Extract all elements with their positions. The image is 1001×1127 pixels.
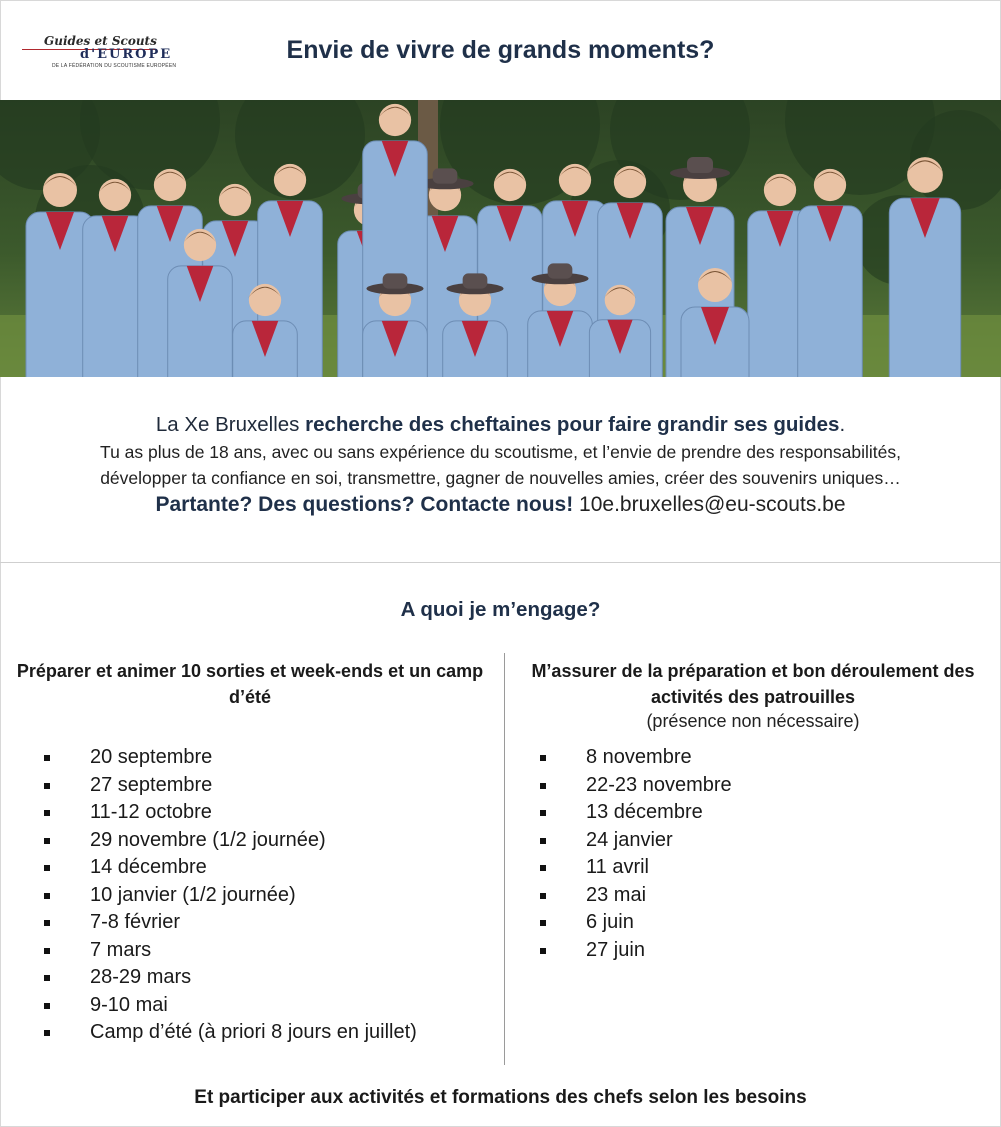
- date-text: 9-10 mai: [90, 993, 168, 1016]
- scout-figure: [363, 273, 428, 377]
- page-title: Envie de vivre de grands moments?: [286, 36, 715, 64]
- recruit-description-line2: développer ta confiance en soi, transmettre, gagner de nouvelles amies, créer des souvenirs uniques…: [100, 468, 901, 488]
- bullet-icon: [44, 865, 50, 871]
- date-text: 28-29 mars: [90, 966, 192, 988]
- group-photo: [0, 100, 1001, 377]
- bullet-icon: [44, 1030, 50, 1036]
- hat-crown: [463, 273, 488, 288]
- date-text: 11 avril: [586, 856, 649, 878]
- hat-crown: [383, 273, 408, 288]
- face: [614, 166, 646, 198]
- bullet-icon: [44, 975, 50, 981]
- date-text: 29 novembre (1/2 journée): [90, 828, 326, 851]
- face: [698, 268, 732, 302]
- date-item: [44, 992, 484, 1020]
- date-item: [540, 772, 960, 800]
- date-item: [44, 744, 484, 772]
- bullet-icon: [44, 948, 50, 954]
- recruit-headline: La Xe Bruxelles recherche des cheftaines pour faire grandir ses guides.: [155, 413, 846, 436]
- date-item: [44, 882, 484, 910]
- face: [219, 184, 251, 216]
- bullet-icon: [44, 893, 50, 899]
- date-item: [540, 882, 960, 910]
- contact-callout: Partante? Des questions? Contacte nous!: [155, 493, 574, 516]
- date-item: [540, 799, 960, 827]
- date-item: [44, 964, 484, 992]
- header: [0, 0, 1001, 100]
- scout-figure: [443, 273, 508, 377]
- logo-line3: DE LA FÉDÉRATION DU SCOUTISME EUROPÉEN: [52, 63, 177, 69]
- logo-line1: Guides et Scouts: [44, 34, 157, 48]
- face: [605, 285, 636, 316]
- hat-crown: [687, 157, 713, 173]
- recruit-headline-bold: recherche des cheftaines pour faire grandir ses guides: [305, 413, 840, 436]
- date-text: 24 janvier: [586, 828, 673, 851]
- logo-line2: d'EUROPE: [80, 47, 173, 62]
- bullet-icon: [540, 810, 546, 816]
- face: [184, 229, 216, 261]
- recruit-contact: [0, 493, 1001, 517]
- face: [379, 104, 411, 136]
- face: [43, 173, 77, 207]
- date-text: Camp d’été (à priori 8 jours en juillet): [90, 1021, 417, 1043]
- date-text: 20 septembre: [90, 746, 213, 768]
- face: [99, 179, 131, 211]
- date-item: [44, 937, 484, 965]
- date-item: [540, 744, 960, 772]
- left-column-title: Préparer et animer 10 sorties et week-ends et un camp d’été: [16, 661, 484, 707]
- right-column-note: (présence non nécessaire): [646, 711, 860, 731]
- date-item: [44, 772, 484, 800]
- face: [907, 157, 943, 193]
- bullet-icon: [44, 920, 50, 926]
- date-text: 10 janvier (1/2 journée): [90, 883, 296, 906]
- date-text: 14 décembre: [90, 856, 207, 878]
- bullet-icon: [44, 1003, 50, 1009]
- hat-crown: [433, 168, 458, 183]
- face: [764, 174, 796, 206]
- date-text: 6 juin: [586, 911, 634, 933]
- date-text: 7 mars: [90, 938, 152, 961]
- date-item: [44, 1019, 484, 1047]
- bullet-icon: [44, 783, 50, 789]
- scout-figure: [528, 263, 593, 377]
- bullet-icon: [540, 920, 546, 926]
- date-text: 27 septembre: [90, 773, 213, 796]
- face: [154, 169, 186, 201]
- face: [249, 284, 281, 316]
- date-item: [540, 909, 960, 937]
- bullet-icon: [540, 755, 546, 761]
- date-item: [540, 854, 960, 882]
- date-text: 23 mai: [586, 883, 647, 906]
- left-dates-list: [44, 744, 484, 1047]
- group-photo-illustration: [0, 100, 1001, 377]
- bullet-icon: [44, 810, 50, 816]
- face: [274, 164, 306, 196]
- face: [814, 169, 846, 201]
- date-item: [540, 937, 960, 965]
- hat-crown: [548, 263, 573, 278]
- bullet-icon: [540, 893, 546, 899]
- bullet-icon: [540, 948, 546, 954]
- bullet-icon: [540, 865, 546, 871]
- date-text: 11-12 octobre: [90, 801, 212, 823]
- date-item: [44, 827, 484, 855]
- right-dates-list: [540, 744, 960, 964]
- date-item: [44, 854, 484, 882]
- bullet-icon: [540, 783, 546, 789]
- date-text: 8 novembre: [586, 746, 692, 768]
- date-item: [44, 909, 484, 937]
- date-text: 22-23 novembre: [586, 773, 732, 796]
- date-text: 27 juin: [586, 938, 645, 961]
- right-column-title: M’assurer de la préparation et bon déroulement des activités des patrouilles: [531, 661, 975, 707]
- bullet-icon: [44, 755, 50, 761]
- engagement-title: A quoi je m’engage?: [400, 598, 601, 621]
- face: [559, 164, 591, 196]
- recruit-description-line1: Tu as plus de 18 ans, avec ou sans expérience du scoutisme, et l’envie de prendre des responsabilités,: [100, 442, 901, 462]
- date-text: 13 décembre: [586, 801, 703, 823]
- date-item: [44, 799, 484, 827]
- date-text: 7-8 février: [90, 911, 181, 933]
- date-item: [540, 827, 960, 855]
- face: [494, 169, 526, 201]
- bullet-icon: [44, 838, 50, 844]
- bullet-icon: [540, 838, 546, 844]
- footer-note: Et participer aux activités et formations des chefs selon les besoins: [194, 1087, 807, 1108]
- contact-email: 10e.bruxelles@eu-scouts.be: [573, 493, 846, 516]
- recruitment-section: [0, 377, 1001, 563]
